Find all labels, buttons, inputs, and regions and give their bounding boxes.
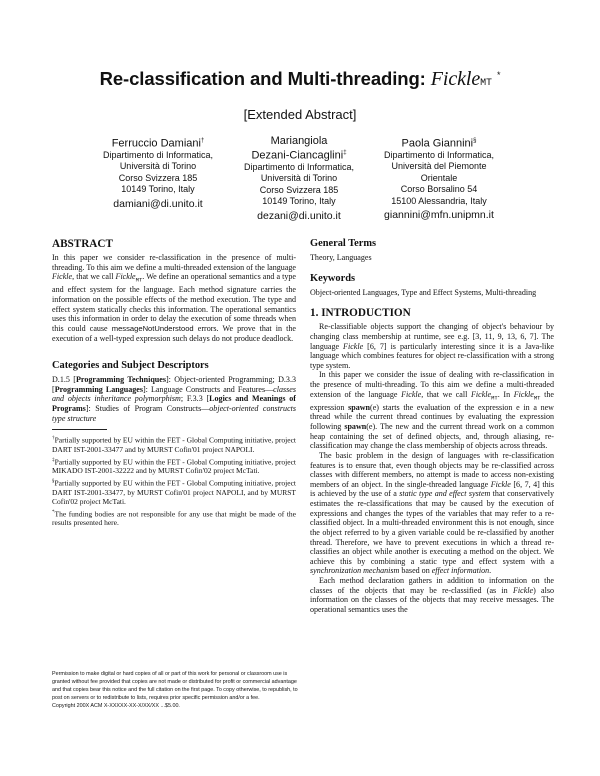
author-name: Ferruccio Damiani†: [111, 137, 205, 150]
author-email[interactable]: dezani@di.unito.it: [257, 209, 341, 222]
intro-paragraph: The basic problem in the design of languages with re-classification features is to ensure that, even though objects may be re-classified across classes with different members, no attempt is made to access non-existing members of an object. In the single-threaded language Fickle [6, 7, 4] this is achieved by the use of a static type and effect system that conservatively estimates the re-classifications that may be caused by the execution of expressions and changes the types of the variables that may refer to a re-classified object. In a multi-threaded environment this is not enough, since the object referred to by a given variable could be re-classified by another thread. Therefore, we have to prevent executions in which a thread re-classifies an object while another is executing a method on the object. We achieve this by combining a static type and effect system with a synchronization mechanism based on effect information.: [310, 450, 555, 576]
abstract-text: In this paper we consider re-classification in the presence of multi-threading. To this aim we define a multi-threaded extension of the language Fickle, that we call Fickle$_{MT}$. We define an operational semantics and a type and effect system for the language. Each method signature carries the information on the possible effects of the method execution. The type and effect system statically checks this information. The operational semantics uses this information in order to delay the execution of some threads when this could cause messageNotUnderstood errors. We prove that in the execution of a well-typed expression such delays do not produce deadlock.: [52, 253, 296, 343]
affiliation-line: Università di Torino: [119, 161, 197, 172]
author-email[interactable]: giannini@mfn.unipmn.it: [384, 209, 494, 222]
author-name-2: Dezani-Ciancaglini‡: [251, 149, 347, 162]
title-sub: MT: [480, 78, 492, 89]
introduction-heading: 1. INTRODUCTION: [310, 307, 411, 320]
keywords-text: Object-oriented Languages, Type and Effect Systems, Multi-threading: [310, 287, 537, 297]
affiliation-line: Dipartimento di Informatica,: [243, 161, 355, 172]
affiliation-line: 10149 Torino, Italy: [121, 184, 195, 195]
affiliation-line: Dipartimento di Informatica,: [102, 149, 214, 160]
abstract-heading: ABSTRACT: [52, 238, 113, 250]
affiliation-line: Corso Svizzera 185: [118, 172, 198, 183]
paper-subtitle: [Extended Abstract]: [243, 107, 357, 122]
right-column: [310, 238, 554, 615]
copyright-line: Copyright 200X ACM X-XXXXX-XX-X/XX/XX ...$5.00.: [52, 703, 180, 709]
author-name: Mariangiola: [270, 135, 328, 147]
affiliation-line: 15100 Alessandria, Italy: [391, 195, 487, 206]
footnote: †Partially supported by EU within the FET - Global Computing initiative, project DART IST-2001-33477 and by MURST Cofin'01 project NAPOLI.: [52, 435, 297, 454]
affiliation-line: 10149 Torino, Italy: [262, 196, 336, 207]
general-terms-text: Theory, Languages: [310, 253, 372, 262]
left-column: [52, 238, 296, 529]
affiliation-line: Dipartimento di Informatica,: [383, 149, 495, 160]
affiliation-line: Corso Borsalino 54: [400, 184, 478, 195]
title-fickle: Fickle: [430, 68, 481, 90]
footnote: ‡Partially supported by EU within the FET - Global Computing initiative, project MIKADO IST-2001-32222 and by MURST Cofin'02 project McTati.: [52, 457, 297, 476]
keywords-heading: Keywords: [310, 272, 356, 284]
affiliation-line: Università del Piemonte: [391, 161, 487, 172]
intro-paragraph: Re-classifiable objects support the changing of object's behaviour by changing class membership at runtime, see e.g. [3, 11, 9, 13, 6, 7]. The language Fickle [6, 7] is particularly interesting since it is a Java-like language which combines features for object re-classification with a strong type system.: [310, 322, 554, 370]
intro-paragraph: Each method declaration gathers in addition to information on the classes of the objects that may be re-classified (as in Fickle) also information on the classes of the objects that may receive messages. The operational semantics uses the: [310, 576, 555, 614]
categories-text: D.1.5 [Programming Techniques]: Object-oriented Programming; D.3.3 [Programming Languages]: Language Constructs and Features—classes and objects inheritance polymorphism; F.3.3 [Logics and Meanings of Programs]: Studies of Program Constructs—object-oriented constructs type structure: [52, 375, 297, 423]
title-footnote-mark: *: [497, 69, 501, 80]
footnote-rule: [52, 429, 107, 430]
footnote: *The funding bodies are not responsible for any use that might be made of the results presented here.: [52, 509, 296, 528]
affiliation-line: Orientale: [420, 172, 458, 183]
affiliation-line: Corso Svizzera 185: [259, 184, 339, 195]
author-name: Paola Giannini§: [401, 137, 477, 150]
author-email[interactable]: damiani@di.unito.it: [113, 197, 203, 210]
affiliation-line: Università di Torino: [260, 173, 338, 184]
general-terms-heading: General Terms: [310, 238, 377, 249]
intro-paragraph: In this paper we consider the issue of dealing with re-classification in the presence of multi-threading. To this aim we define a multi-threaded extension of the language Fickle, that we call Fickle$_{MT}$. In Fickle$_{MT}$ the expression spawn(e) starts the evaluation of the expression e in a new thread while the current thread continues by evaluating the expression following spawn(e). The new and the current thread work on a common heap containing the set of defined objects, and, through aliasing, re-classification may change the class membership of objects across threads.: [310, 370, 554, 451]
footnote: §Partially supported by EU within the FET - Global Computing initiative, project DART IST-2001-33477, by MURST Cofin'01 project NAPOLI, and by MURST Cofin'02 project McTati.: [52, 478, 296, 506]
paper-title: [40, 68, 560, 91]
permission-notice: Permission to make digital or hard copies of all or part of this work for personal or classroom use is granted without fee provided that copies are not made or distributed for profit or commercial advantage and that copies bear this notice and the full citation on the first page. To copy otherwise, to republish, to post on servers or to redistribute to lists, requires prior specific permission and/or a fee. Copyright 200X ACM X-XXXXX-XX-X/XX/XX ...$5.00.: [52, 670, 302, 710]
author-block-3: [354, 135, 524, 222]
categories-heading: Categories and Subject Descriptors: [52, 360, 209, 372]
title-main: Re-classification and Multi-threading:: [99, 68, 431, 89]
